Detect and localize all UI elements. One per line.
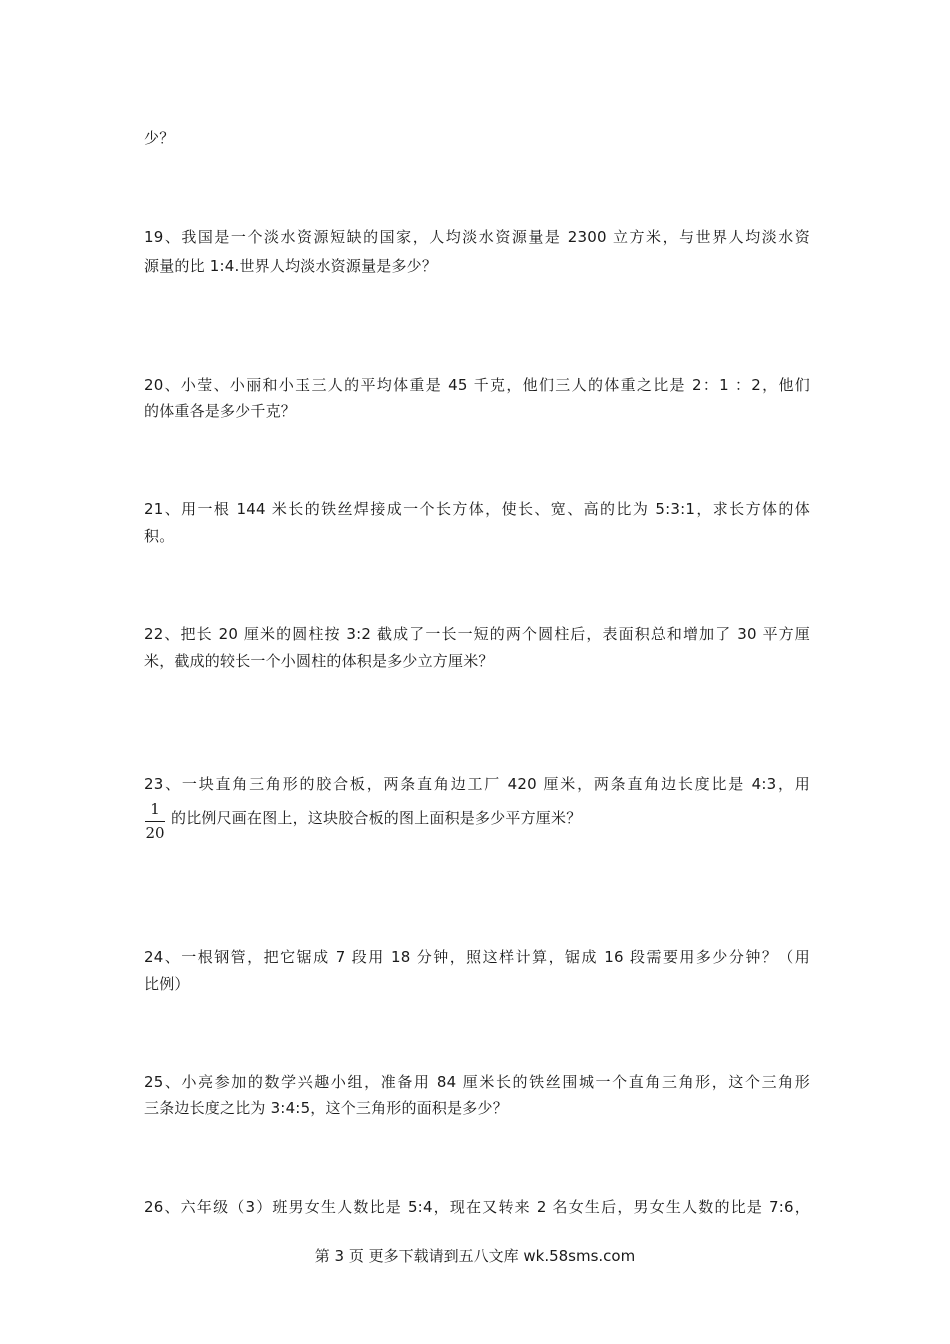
question-21-line-2: 积。 bbox=[144, 527, 175, 545]
question-20-line-2: 的体重各是多少千克？ bbox=[144, 402, 297, 420]
question-19-line-2: 源量的比 1:4.世界人均淡水资源量是多少？ bbox=[144, 257, 438, 275]
question-25-line-2: 三条边长度之比为 3:4:5，这个三角形的面积是多少？ bbox=[144, 1099, 508, 1117]
question-23-line-2: 的比例尺画在图上，这块胶合板的图上面积是多少平方厘米？ bbox=[171, 809, 582, 827]
question-22-line-1: 22、把长 20 厘米的圆柱按 3:2 截成了一长一短的两个圆柱后，表面积总和增加了 30 平方厘 bbox=[144, 625, 810, 643]
question-25-line-1: 25、小亮参加的数学兴趣小组，准备用 84 厘米长的铁丝围城一个直角三角形，这个三角形 bbox=[144, 1073, 810, 1091]
question-21-line-1: 21、用一根 144 米长的铁丝焊接成一个长方体，使长、宽、高的比为 5:3:1，求长方体的体 bbox=[144, 500, 810, 518]
question-26-line-1: 26、六年级（3）班男女生人数比是 5:4，现在又转来 2 名女生后，男女生人数的比是 7:6， bbox=[144, 1198, 810, 1216]
page-footer: 第 3 页 更多下载请到五八文库 wk.58sms.com bbox=[314, 1247, 636, 1265]
fraction-denominator: 20 bbox=[145, 824, 165, 842]
question-23-line-1: 23、一块直角三角形的胶合板，两条直角边工厂 420 厘米，两条直角边长度比是 4:3，用 bbox=[144, 775, 810, 793]
fraction-bar bbox=[145, 821, 165, 822]
question-24-line-2: 比例） bbox=[144, 975, 190, 993]
question-20-line-1: 20、小莹、小丽和小玉三人的平均体重是 45 千克，他们三人的体重之比是 2：1 ：2，他们 bbox=[144, 376, 810, 394]
question-19-line-1: 19、我国是一个淡水资源短缺的国家，人均淡水资源量是 2300 立方米，与世界人均淡水资 bbox=[144, 228, 810, 246]
question-24-line-1: 24、一根钢管，把它锯成 7 段用 18 分钟，照这样计算，锯成 16 段需要用多少分钟？（用 bbox=[144, 948, 810, 966]
question-22-line-2: 米，截成的较长一个小圆柱的体积是多少立方厘米？ bbox=[144, 652, 494, 670]
question-18-continuation: 少？ bbox=[144, 129, 175, 147]
fraction-numerator: 1 bbox=[150, 800, 160, 818]
